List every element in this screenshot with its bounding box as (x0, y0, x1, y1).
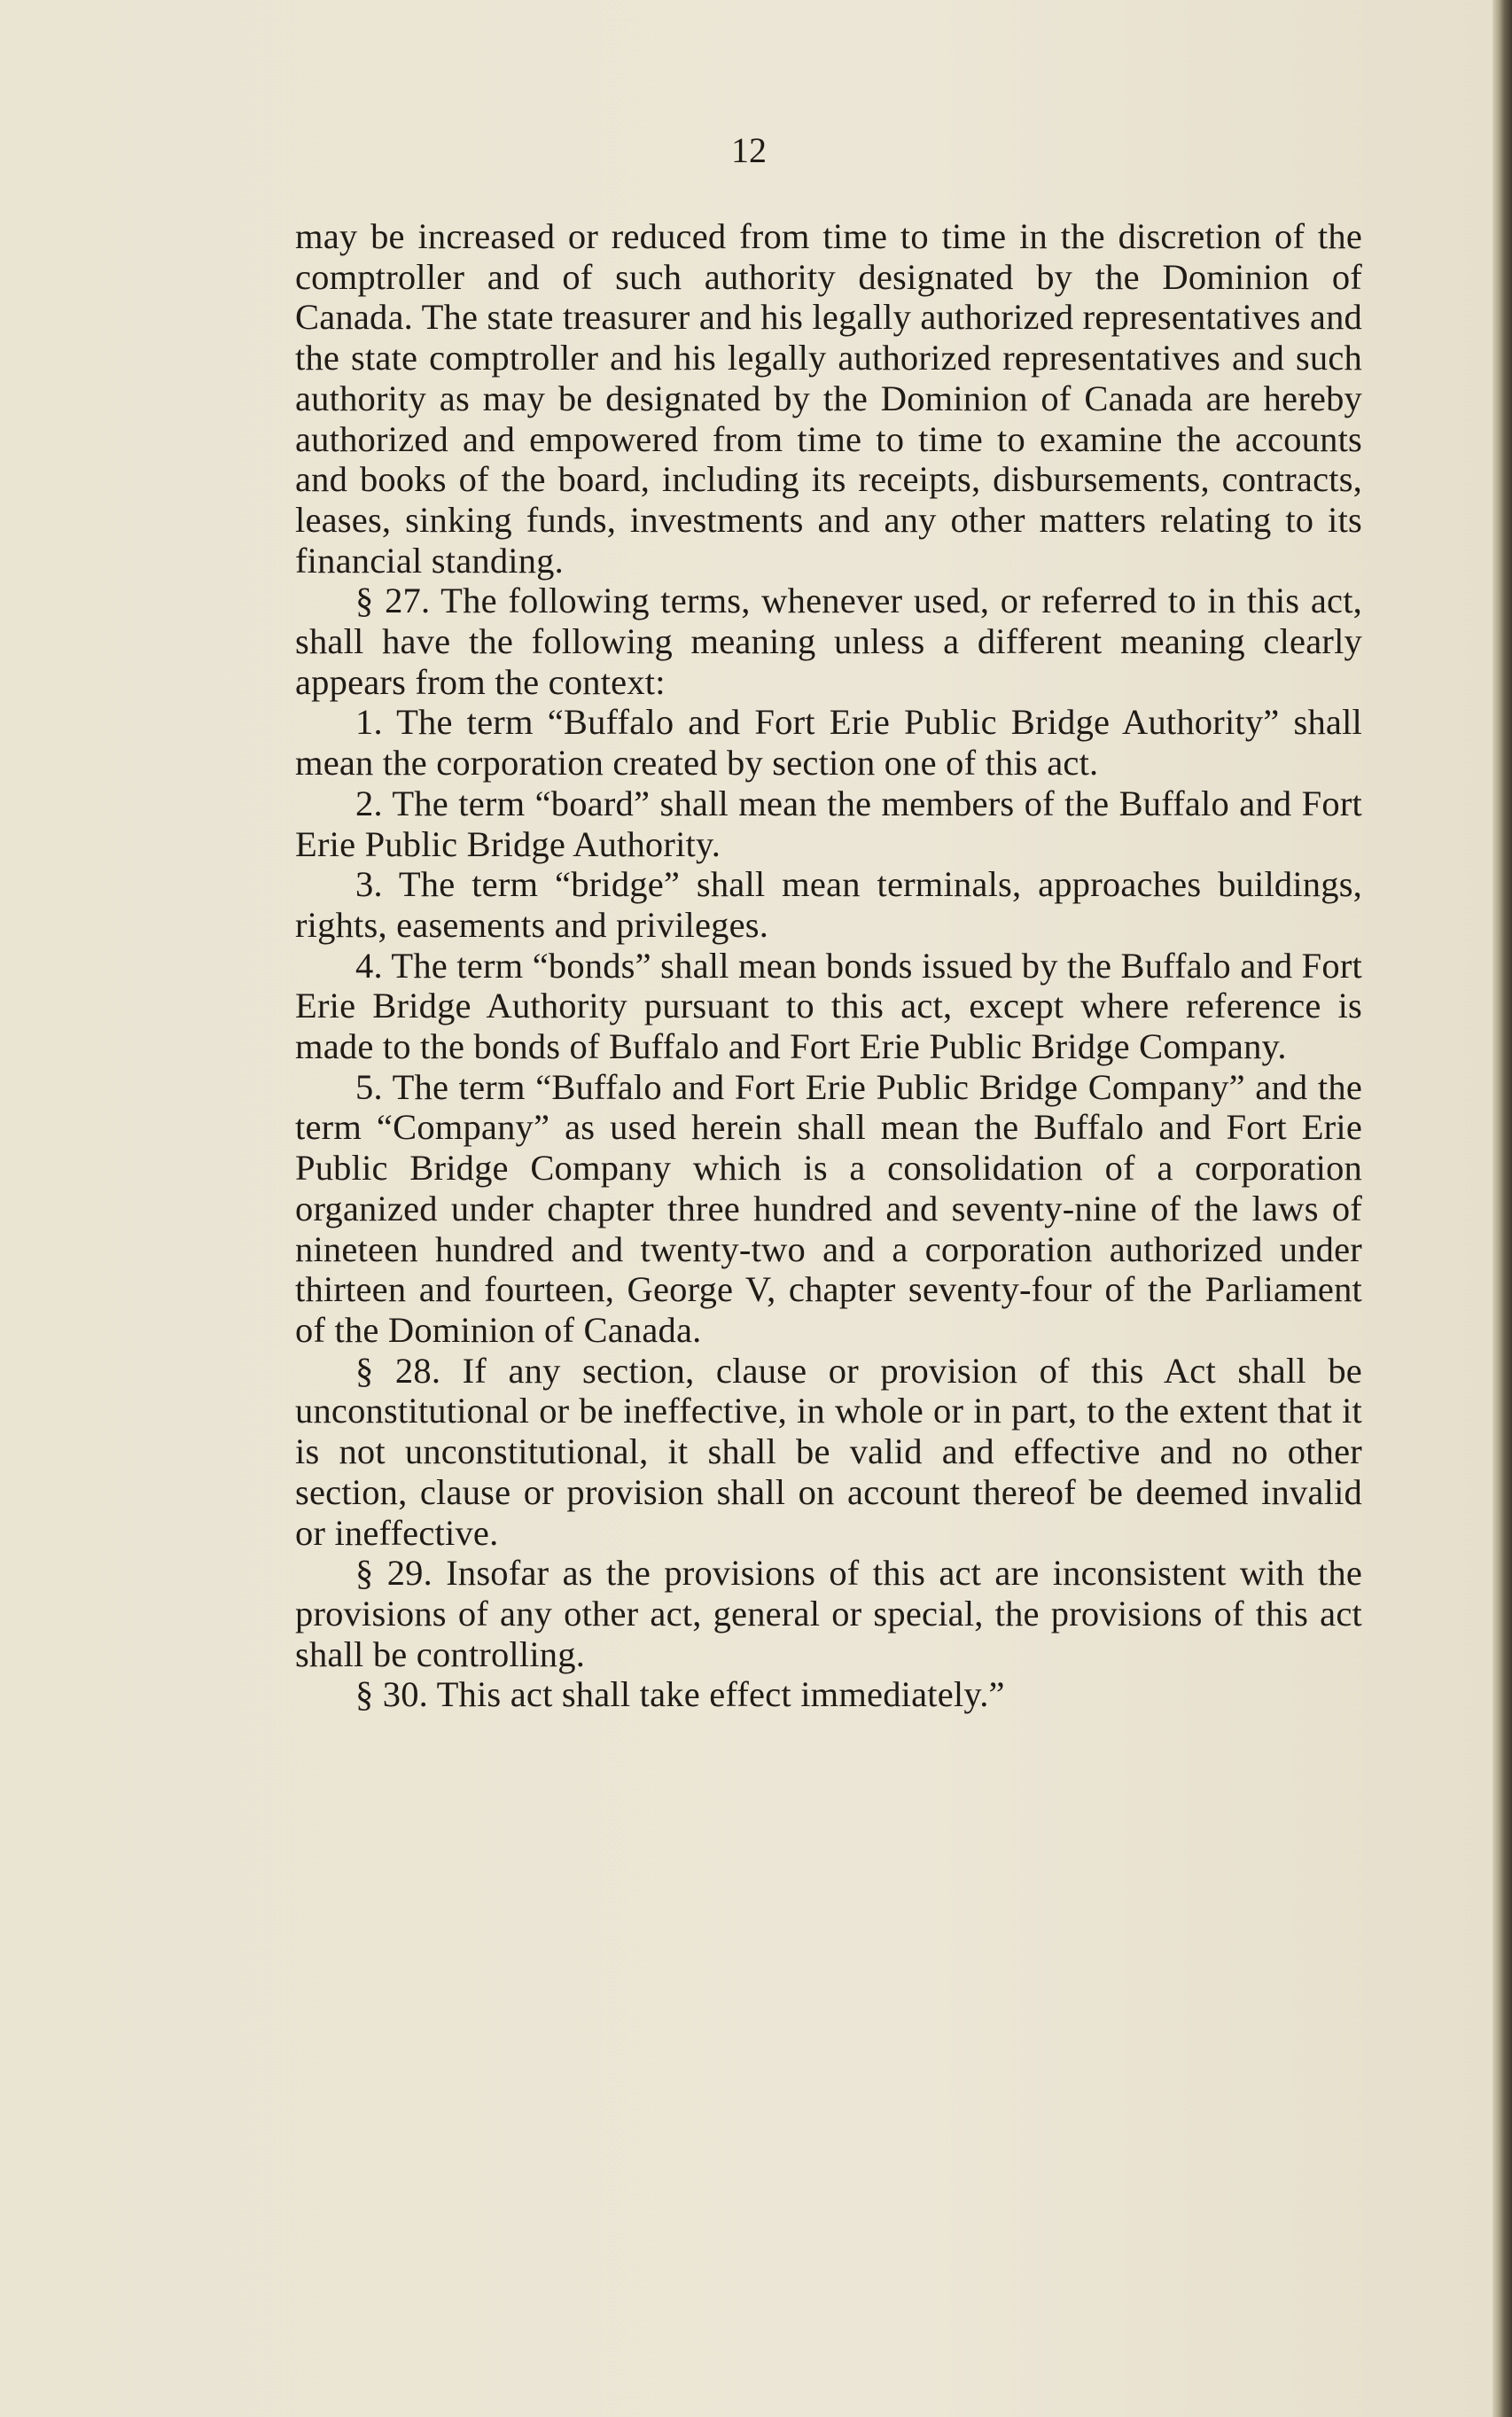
definition-2: 2. The term “board” shall mean the members of the Buffalo and Fort Erie Public Bridge Authority. (295, 783, 1362, 864)
section-28: § 28. If any section, clause or provision of this Act shall be unconstitutional or be ineffective, in whole or in part, to the extent that it is not unconstitutional, it shall be valid and effective and no other section, clause or provision shall on account thereof be deemed invalid or ineffective. (295, 1350, 1362, 1553)
body-text (295, 216, 1362, 1715)
section-27: § 27. The following terms, whenever used, or referred to in this act, shall have the following meaning unless a different meaning clearly appears from the context: (295, 581, 1362, 702)
definition-5: 5. The term “Buffalo and Fort Erie Public Bridge Company” and the term “Company” as used herein shall mean the Buffalo and Fort Erie Public Bridge Company which is a consolidation of a corporation organized under chapter three hundred and seventy-nine of the laws of nineteen hundred and twenty-two and a corporation authorized under thirteen and fourteen, George V, chapter seventy-four of the Parliament of the Dominion of Canada. (295, 1066, 1362, 1350)
section-29: § 29. Insofar as the provisions of this act are inconsistent with the provisions of any other act, general or special, the provisions of this act shall be controlling. (295, 1553, 1362, 1674)
section-30: § 30. This act shall take effect immediately.” (355, 1674, 1005, 1715)
definition-3: 3. The term “bridge” shall mean terminals, approaches buildings, rights, easements and privileges. (295, 864, 1362, 945)
page-number: 12 (731, 130, 767, 170)
paragraph-continuation: may be increased or reduced from time to time in the discretion of the comptroller and of such authority designated by the Dominion of Canada. The state treasurer and his legally authorized representatives and the state comptroller and his legally authorized representatives and such authority as may be designated by the Dominion of Canada are hereby authorized and empowered from time to time to examine the accounts and books of the board, including its receipts, disbursements, contracts, leases, sinking funds, investments and any other matters relating to its financial standing. (295, 216, 1362, 581)
definition-1: 1. The term “Buffalo and Fort Erie Public Bridge Authority” shall mean the corporation created by section one of this act. (295, 702, 1362, 784)
page-edge-shadow (1493, 0, 1512, 2417)
definition-4: 4. The term “bonds” shall mean bonds issued by the Buffalo and Fort Erie Bridge Authority pursuant to this act, except where reference is made to the bonds of Buffalo and Fort Erie Public Bridge Company. (295, 945, 1362, 1067)
